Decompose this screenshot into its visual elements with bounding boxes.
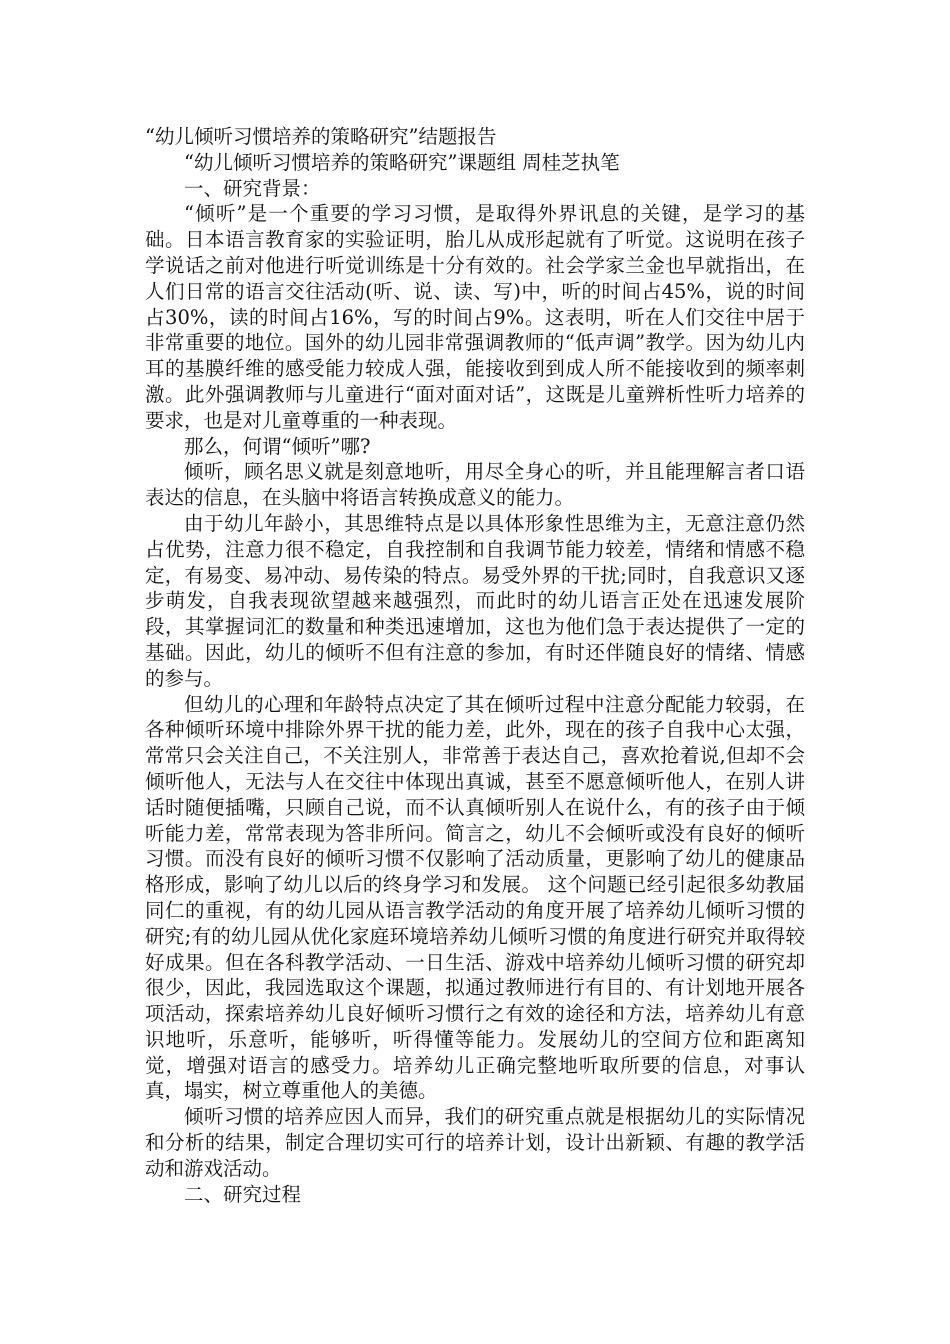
- paragraph-research-focus: 倾听习惯的培养应因人而异，我们的研究重点就是根据幼儿的实际情况和分析的结果，制定合理切实可行的培养计划，设计出新颖、有趣的教学活动和游戏活动。: [145, 1105, 805, 1180]
- document-body: [145, 124, 805, 1207]
- paragraph-definition: 倾听，顾名思义就是刻意地听，用尽全身心的听，并且能理解言者口语表达的信息，在头脑中将语言转换成意义的能力。: [145, 460, 805, 510]
- section-heading-process: 二、研究过程: [184, 1182, 302, 1206]
- paragraph-question: 那么，何谓“倾听”哪?: [184, 434, 371, 458]
- section-heading-background: 一、研究背景：: [184, 176, 321, 200]
- paragraph-problem-statement: 但幼儿的心理和年龄特点决定了其在倾听过程中注意分配能力较弱，在各种倾听环境中排除外界干扰的能力差，此外，现在的孩子自我中心太强，常常只会关注自己，不关注别人，非常善于表达自己，喜欢抢着说,但却不会倾听他人，无法与人在交往中体现出真诚，甚至不愿意倾听他人，在别人讲话时随便插嘴，只顾自己说，而不认真倾听别人在说什么，有的孩子由于倾听能力差，常常表现为答非所问。简言之，幼儿不会倾听或没有良好的倾听习惯。而没有良好的倾听习惯不仅影响了活动质量，更影响了幼儿的健康品格形成，影响了幼儿以后的终身学习和发展。 这个问题已经引起很多幼教届同仁的重视，有的幼儿园从语言教学活动的角度开展了培养幼儿倾听习惯的研究;有的幼儿园从优化家庭环境培养幼儿倾听习惯的角度进行研究并取得较好成果。但在各科教学活动、一日生活、游戏中培养幼儿倾听习惯的研究却很少，因此，我园选取这个课题，拟通过教师进行有目的、有计划地开展各项活动，探索培养幼儿良好倾听习惯行之有效的途径和方法，培养幼儿有意识地听，乐意听，能够听，听得懂等能力。发展幼儿的空间方位和距离知觉，增强对语言的感受力。培养幼儿正确完整地听取所要的信息，对事认真，塌实，树立尊重他人的美德。: [145, 692, 805, 1103]
- document-title: “幼儿倾听习惯培养的策略研究”结题报告: [145, 125, 497, 148]
- paragraph-listening-importance: “倾听”是一个重要的学习习惯，是取得外界讯息的关键，是学习的基础。日本语言教育家的实验证明，胎儿从成形起就有了听觉。这说明在孩子学说话之前对他进行听觉训练是十分有效的。社会学家兰金也早就指出，在人们日常的语言交往活动(听、说、读、写)中，听的时间占45%，说的时间占30%，读的时间占16%，写的时间占9%。这表明，听在人们交往中居于非常重要的地位。国外的幼儿园非常强调教师的“低声调”教学。因为幼儿内耳的基膜纤维的感受能力较成人强，能接收到到成人所不能接收到的频率刺激。此外强调教师与儿童进行“面对面对话”，这既是儿童辨析性听力培养的要求，也是对儿童尊重的一种表现。: [145, 202, 805, 432]
- paragraph-child-characteristics: 由于幼儿年龄小，其思维特点是以具体形象性思维为主，无意注意仍然占优势，注意力很不稳定，自我控制和自我调节能力较差，情绪和情感不稳定，有易变、易冲动、易传染的特点。易受外界的干扰;同时，自我意识又逐步萌发，自我表现欲望越来越强烈，而此时的幼儿语言正处在迅速发展阶段，其掌握词汇的数量和种类迅速增加，这也为他们急于表达提供了一定的基础。因此，幼儿的倾听不但有注意的参加，有时还伴随良好的情绪、情感的参与。: [145, 511, 805, 690]
- document-byline: “幼儿倾听习惯培养的策略研究”课题组 周桂芝执笔: [184, 150, 620, 174]
